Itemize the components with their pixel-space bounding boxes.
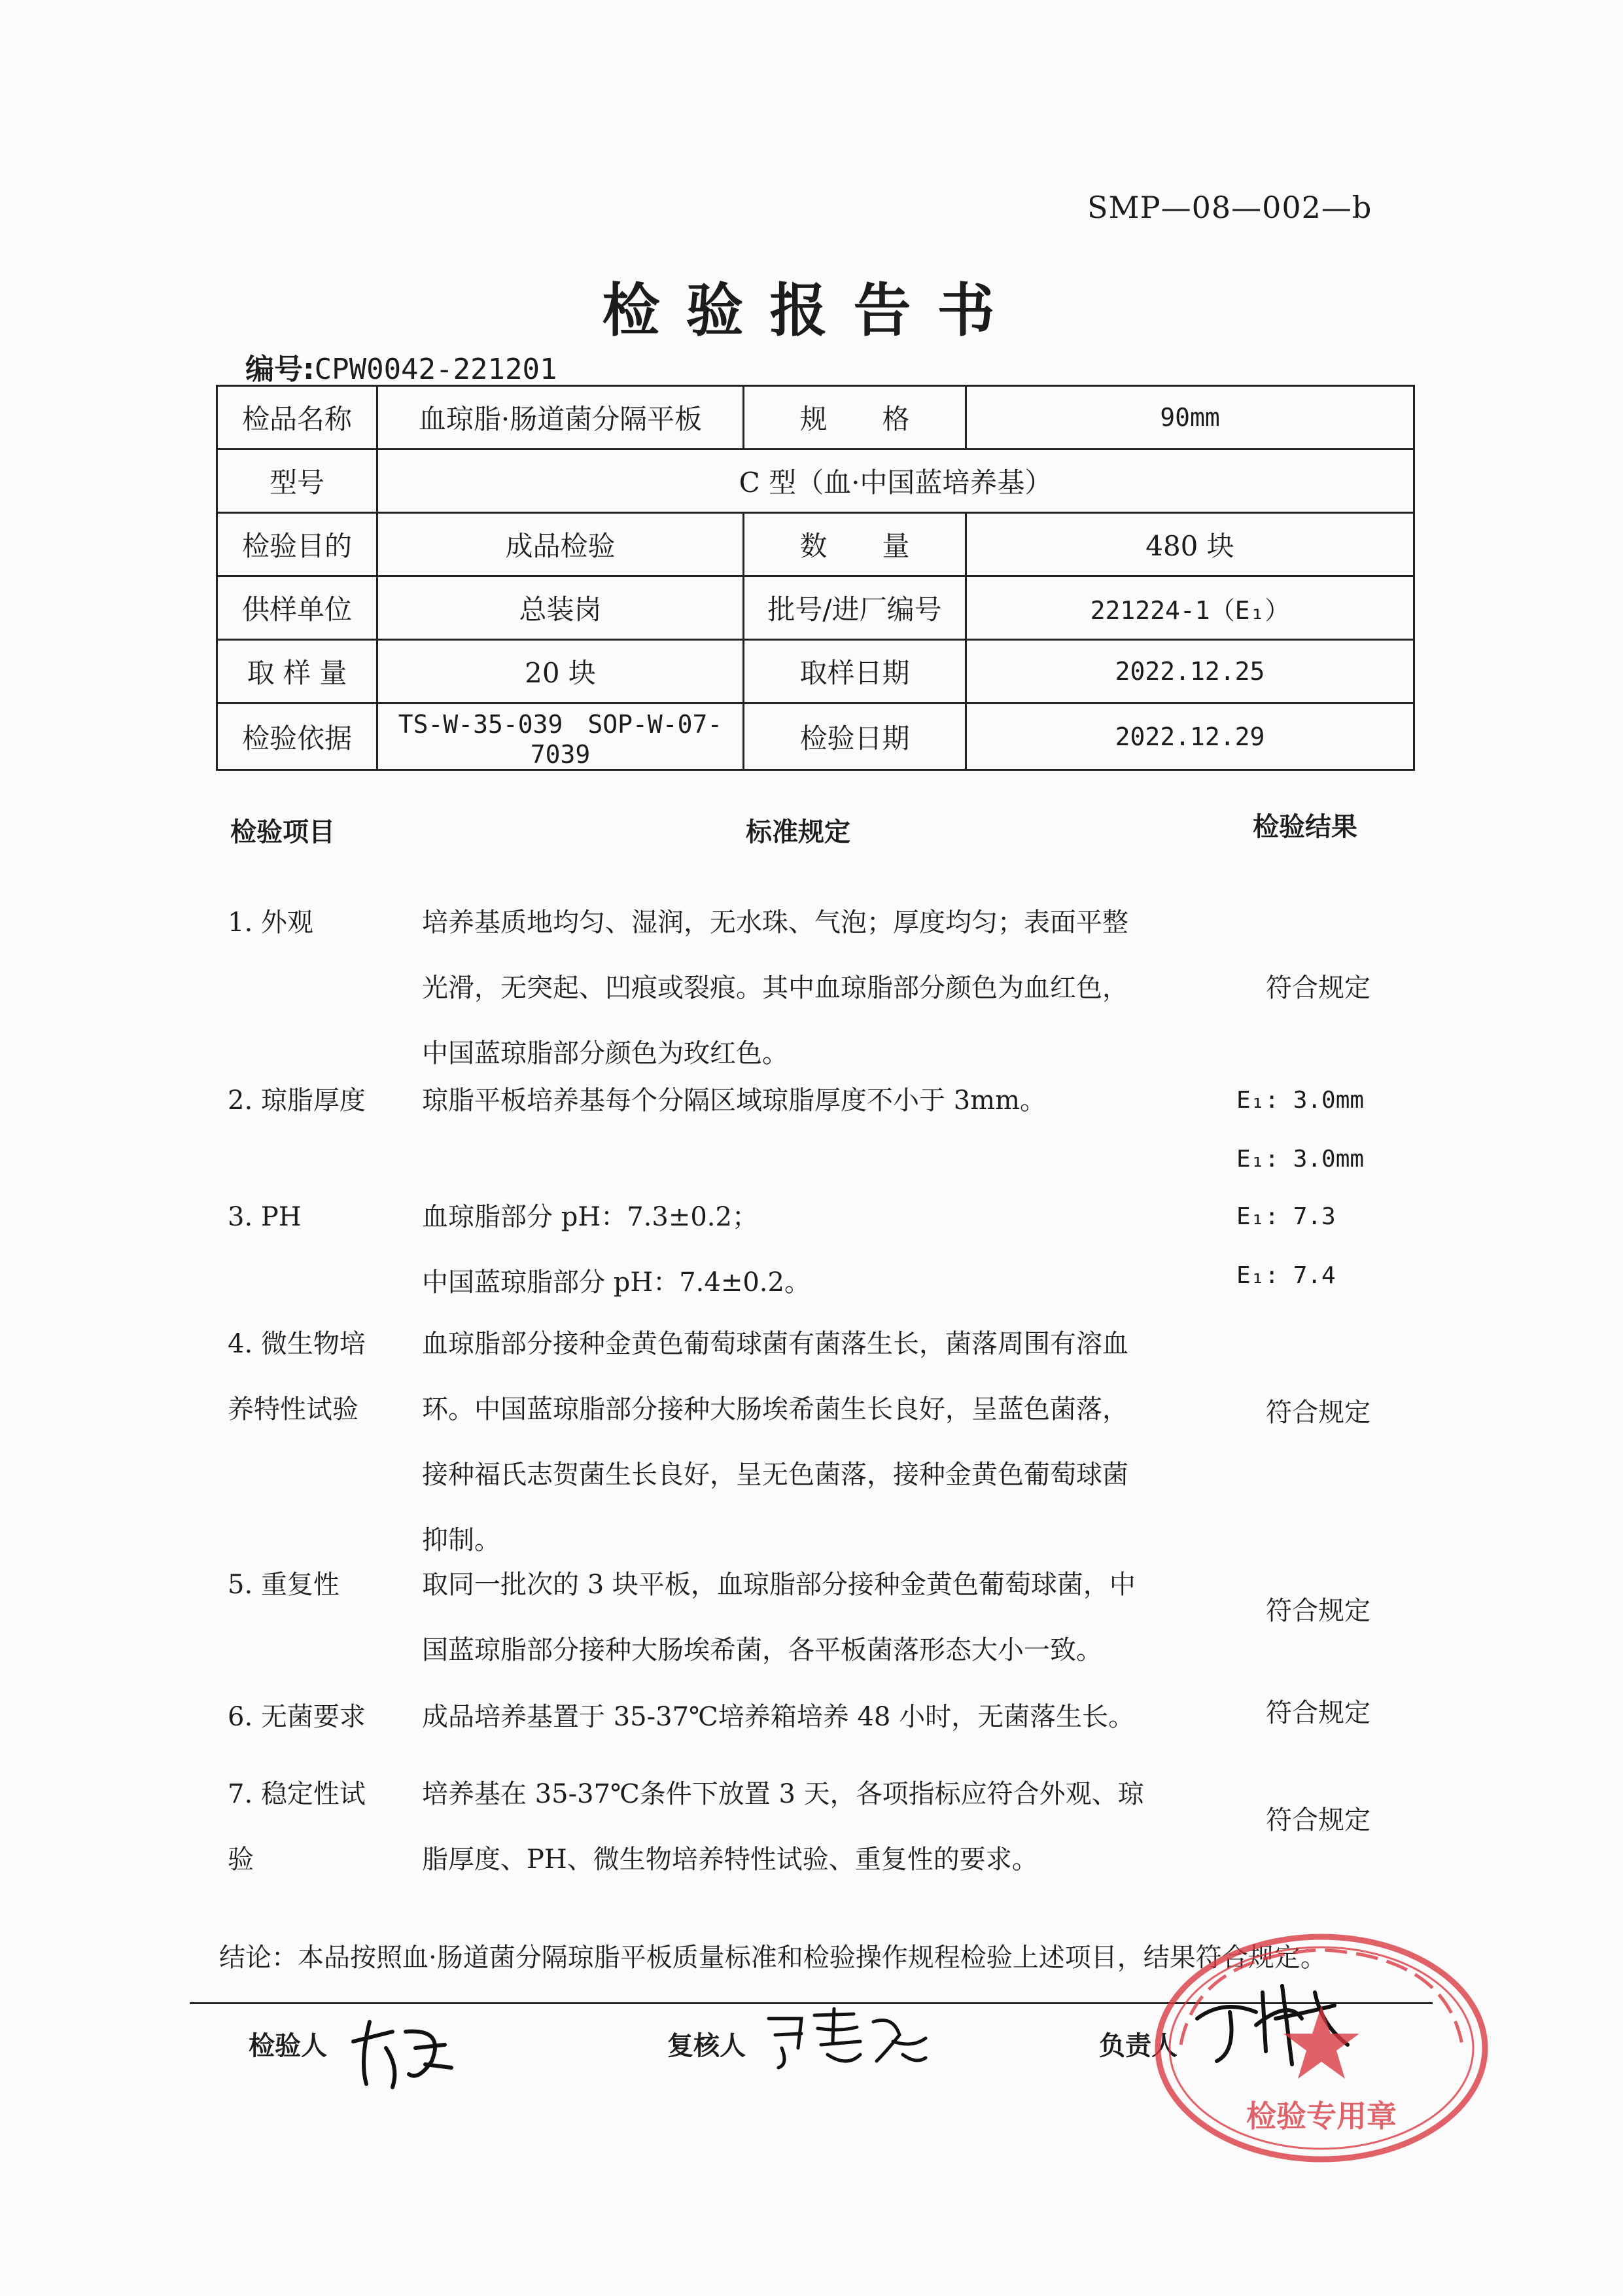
model-label: 型号	[217, 450, 377, 513]
supplier-value: 总装岗	[377, 576, 744, 640]
standard-line: 脂厚度、PH、微生物培养特性试验、重复性的要求。	[422, 1845, 1038, 1875]
standard-line: 血琼脂部分接种金黄色葡萄球菌有菌落生长，菌落周围有溶血	[422, 1329, 1128, 1359]
purpose-value: 成品检验	[377, 513, 744, 576]
item-name-line: 4. 微生物培	[228, 1329, 366, 1359]
standard-line: 光滑，无突起、凹痕或裂痕。其中血琼脂部分颜色为血红色，	[422, 973, 1128, 1003]
sample-value: 20 块	[377, 640, 744, 703]
person-in-charge-label: 负责人	[1099, 2031, 1178, 2061]
product-name-label: 检品名称	[217, 386, 377, 450]
item-standard	[422, 1761, 1194, 1892]
reviewer-label: 复核人	[667, 2031, 746, 2061]
item-name-line: 7. 稳定性试	[228, 1779, 366, 1809]
item-standard	[422, 1552, 1194, 1683]
standard-line: 琼脂平板培养基每个分隔区域琼脂厚度不小于 3mm。	[422, 1086, 1047, 1116]
supplier-label: 供样单位	[217, 576, 377, 640]
item-name-line: 验	[228, 1845, 254, 1875]
table-row	[217, 386, 1414, 450]
item-result: 符合规定	[1266, 973, 1370, 1003]
inspector-signature	[347, 2002, 464, 2100]
batch-label: 批号/进厂编号	[744, 576, 966, 640]
purpose-label: 检验目的	[217, 513, 377, 576]
batch-value: 221224-1（E₁）	[966, 576, 1414, 640]
standard-line: 中国蓝琼脂部分颜色为玫红色。	[422, 1038, 788, 1069]
item-name: 1. 外观	[228, 908, 313, 938]
standard-line: 培养基质地均匀、湿润，无水珠、气泡；厚度均匀；表面平整	[422, 908, 1128, 938]
item-result-2: E₁: 3.0mm	[1236, 1146, 1365, 1173]
sample-label: 取 样 量	[217, 640, 377, 703]
standard-line: 抑制。	[422, 1525, 500, 1555]
item-result-1: E₁: 3.0mm	[1236, 1087, 1365, 1114]
table-row	[217, 450, 1414, 513]
info-table	[216, 385, 1415, 771]
item-standard	[422, 1311, 1194, 1573]
standard-line: 取同一批次的 3 块平板，血琼脂部分接种金黄色葡萄球菌，中	[422, 1570, 1136, 1600]
standard-line: 接种福氏志贺菌生长良好，呈无色菌落，接种金黄色葡萄球菌	[422, 1460, 1128, 1490]
item-standard	[422, 1684, 1194, 1750]
item-standard	[422, 1184, 1194, 1315]
standard-line: 国蓝琼脂部分接种大肠埃希菌，各平板菌落形态大小一致。	[422, 1635, 1102, 1665]
sample-date-label: 取样日期	[744, 640, 966, 703]
model-value: C 型（血·中国蓝培养基）	[377, 450, 1414, 513]
table-row	[217, 513, 1414, 576]
item-name: 5. 重复性	[228, 1570, 340, 1600]
item-result-2: E₁: 7.4	[1236, 1262, 1336, 1289]
document-code: SMP—08—002—b	[1087, 190, 1372, 225]
table-row	[217, 703, 1414, 770]
spec-value: 90mm	[966, 386, 1414, 450]
standard-line: 中国蓝琼脂部分 pH：7.4±0.2。	[422, 1267, 811, 1298]
item-result: 符合规定	[1266, 1596, 1370, 1626]
reviewer-signature	[762, 2002, 932, 2074]
standard-line: 环。中国蓝琼脂部分接种大肠埃希菌生长良好，呈蓝色菌落，	[422, 1394, 1128, 1424]
item-result: 符合规定	[1266, 1805, 1370, 1835]
item-name: 6. 无菌要求	[228, 1702, 366, 1732]
serial-label: 编号:	[245, 353, 315, 386]
basis-value: TS-W-35-039 SOP-W-07-7039	[377, 703, 744, 770]
product-name: 血琼脂·肠道菌分隔平板	[377, 386, 744, 450]
item-name	[228, 1761, 391, 1892]
table-row	[217, 576, 1414, 640]
item-result: 符合规定	[1266, 1398, 1370, 1428]
item-name: 3. PH	[228, 1202, 302, 1232]
test-date-value: 2022.12.29	[966, 703, 1414, 770]
item-name	[228, 1311, 391, 1442]
item-name-line: 养特性试验	[228, 1394, 358, 1424]
conclusion: 结论：本品按照血·肠道菌分隔琼脂平板质量标准和检验操作规程检验上述项目，结果符合规定。	[219, 1943, 1327, 1973]
item-standard	[422, 1068, 1194, 1133]
test-date-label: 检验日期	[744, 703, 966, 770]
spec-label: 规 格	[744, 386, 966, 450]
page-title: 检验报告书	[602, 276, 1021, 344]
quantity-label: 数 量	[744, 513, 966, 576]
header-result: 检验结果	[1253, 812, 1357, 842]
item-standard	[422, 890, 1194, 1086]
table-row	[217, 640, 1414, 703]
serial-number	[245, 345, 557, 387]
header-item: 检验项目	[230, 817, 335, 847]
seal-text: 检验专用章	[1246, 2098, 1397, 2134]
quantity-value: 480 块	[966, 513, 1414, 576]
item-result: 符合规定	[1266, 1698, 1370, 1728]
standard-line: 培养基在 35-37℃条件下放置 3 天，各项指标应符合外观、琼	[422, 1779, 1144, 1809]
item-name: 2. 琼脂厚度	[228, 1086, 366, 1116]
basis-label: 检验依据	[217, 703, 377, 770]
header-standard: 标准规定	[746, 817, 850, 847]
serial-value: CPW0042-221201	[314, 353, 557, 386]
inspection-seal	[1151, 1930, 1492, 2166]
item-result-1: E₁: 7.3	[1236, 1203, 1336, 1230]
inspector-label: 检验人	[249, 2031, 327, 2061]
sample-date-value: 2022.12.25	[966, 640, 1414, 703]
standard-line: 成品培养基置于 35-37℃培养箱培养 48 小时，无菌落生长。	[422, 1702, 1135, 1732]
standard-line: 血琼脂部分 pH：7.3±0.2；	[422, 1202, 758, 1232]
